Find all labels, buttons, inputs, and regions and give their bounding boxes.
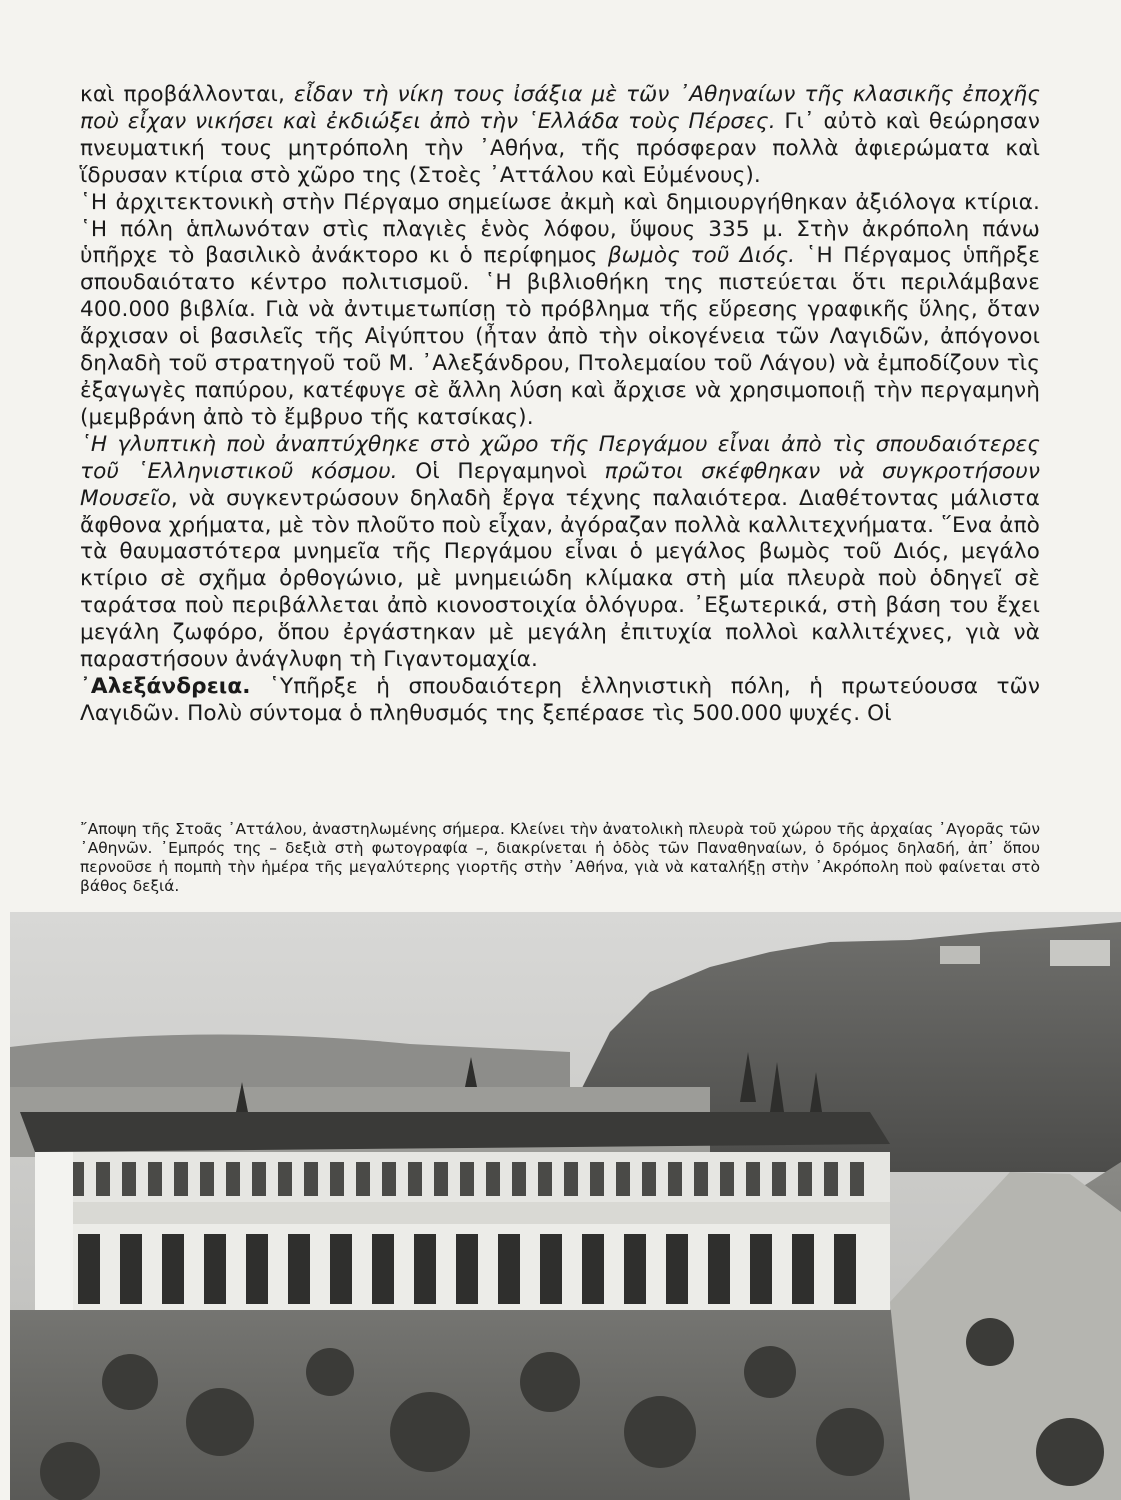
- text-run: ῾Η ἀρχιτεκτονικὴ στὴν Πέργαμο σημείωσε ἀκμὴ καὶ δημιουργήθηκαν ἀξιόλογα κτίρια. ῾Η πόλη ἁπλωνόταν στὶς πλαγιὲς ἑνὸς λόφου, ὕψους 335 μ. Στὴν ἀκρόπολη πάνω ὑπῆρχε τὸ βασιλικὸ ἀνάκτορο κι ὁ περίφημος: [80, 189, 1040, 269]
- paragraph-pergamon-sculpture: [80, 432, 1040, 674]
- text-run: , νὰ συγκεντρώσουν δηλαδὴ ἔργα τέχνης παλαιότερα. Διαθέτοντας μάλιστα ἄφθονα χρήματα, μὲ τὸν πλοῦτο ποὺ εἶχαν, ἀγόραζαν πολλὰ καλλιτεχνήματα. ῞Ενα ἀπὸ τὰ θαυμαστότερα μνημεῖα τῆς Περγάμου εἶναι ὁ μεγάλος βωμὸς τοῦ Διός, μεγάλο κτίριο σὲ σχῆμα ὀρθογώνιο, μὲ μνημειώδη κλίμακα στὴ μία πλευρὰ ποὺ ὁδηγεῖ σὲ ταράτσα ποὺ περιβάλλεται ἀπὸ κιονοστοιχία ὁλόγυρα. ᾿Εξωτερικά, στὴ βάση του ἔχει μεγάλη ζωφόρο, ὅπου ἐργάστηκαν μὲ μεγάλη ἐπιτυχία πολλοὶ καλλιτέχνες, γιὰ νὰ παραστήσουν ἀνάγλυφη τὴ Γιγαντομαχία.: [80, 485, 1040, 673]
- photo-illustration: [10, 912, 1121, 1500]
- text-run: ῾Η Πέργαμος ὑπῆρξε σπουδαιότατο κέντρο πολιτισμοῦ. ῾Η βιβλιοθήκη της πιστεύεται ὅτι περιλάμβανε 400.000 βιβλία. Γιὰ νὰ ἀντιμετωπίσῃ τὸ πρόβλημα τῆς εὕρεσης γραφικῆς ὕλης, ὅταν ἄρχισαν οἱ βασιλεῖς τῆς Αἰγύπτου (ἦταν ἀπὸ τὴν οἰκογένεια τῶν Λαγιδῶν, ἀπόγονοι δηλαδὴ τοῦ στρατηγοῦ τοῦ Μ. ᾿Αλεξάνδρου, Πτολεμαίου τοῦ Λάγου) νὰ ἐμποδίζουν τὶς ἐξαγωγὲς παπύρου, κατέφυγε σὲ ἄλλη λύση καὶ ἄρχισε νὰ χρησιμοποιῇ τὴν περγαμηνὴ (μεμβράνη ἀπὸ τὸ ἔμβρυο τῆς κατσίκας).: [80, 243, 1041, 430]
- stoa-of-attalos-photo: [10, 912, 1121, 1500]
- erechtheion: [940, 946, 980, 964]
- text-run: καὶ προβάλλονται,: [80, 82, 294, 107]
- text-run: εἶδαν τὴ νίκη τους ἰσάξια μὲ τῶν ᾿Αθηναίων τῆς κλασικῆς ἐποχῆς ποὺ εἶχαν νικήσει καὶ ἐκδιώξει ἀπὸ τὴν ῾Ελλάδα τοὺς Πέρσες.: [80, 82, 1040, 134]
- stoa-end-wall: [35, 1152, 73, 1310]
- paragraph-pergamon-architecture: [80, 190, 1040, 432]
- text-run: Οἱ Περγαμηνοὶ: [397, 458, 605, 484]
- text-run: ῾Η γλυπτικὴ ποὺ ἀναπτύχθηκε στὸ χῶρο τῆς Περγάμου εἶναι ἀπὸ τὶς σπουδαιότερες τοῦ ῾Ελληνιστικοῦ κόσμου.: [80, 431, 1040, 484]
- body-text: [80, 82, 1040, 728]
- text-run: πρῶτοι σκέφθηκαν νὰ συγκροτήσουν Μουσεῖο: [80, 458, 1041, 511]
- text-run: ῾Υπῆρξε ἡ σπουδαιότερη ἑλληνιστικὴ πόλη, ἡ πρωτεύουσα τῶν Λαγιδῶν. Πολὺ σύντομα ὁ πληθυσμός της ξεπέρασε τὶς 500.000 ψυχές. Οἱ: [80, 673, 1040, 726]
- paragraph-alexandria: [80, 674, 1040, 728]
- photo-caption: ῎Αποψη τῆς Στοᾶς ᾿Αττάλου, ἀναστηλωμένης σήμερα. Κλείνει τὴν ἀνατολικὴ πλευρὰ τοῦ χώρου τῆς ἀρχαίας ᾿Αγορᾶς τῶν ᾿Αθηνῶν. ᾿Εμπρός της – δεξιὰ στὴ φωτογραφία –, διακρίνεται ἡ ὁδὸς τῶν Παναθηναίων, ὁ δρόμος δηλαδή, ἀπ᾿ ὅπου περνοῦσε ἡ πομπὴ τὴν ἡμέρα τῆς μεγαλύτερης γιορτῆς στὴν ᾿Αθήνα, γιὰ νὰ καταλήξῃ στὴν ᾿Ακρόπολη ποὺ φαίνεται στὸ βάθος δεξιά.: [80, 820, 1040, 895]
- paragraph-pergamon-athens: [80, 82, 1040, 190]
- text-run: Γι᾿ αὐτὸ καὶ θεώρησαν πνευματική τους μητρόπολη τὴν ᾿Αθήνα, τῆς πρόσφεραν πολλὰ ἀφιερώματα καὶ ἵδρυσαν κτίρια στὸ χῶρο της (Στοὲς ᾿Αττάλου καὶ Εὐμένους).: [80, 108, 1041, 188]
- parthenon: [1050, 940, 1110, 966]
- text-run: βωμὸς τοῦ Διός.: [607, 243, 796, 269]
- stoa-lower-storey: [35, 1202, 890, 1224]
- text-run: ᾿Αλεξάνδρεια.: [80, 673, 251, 699]
